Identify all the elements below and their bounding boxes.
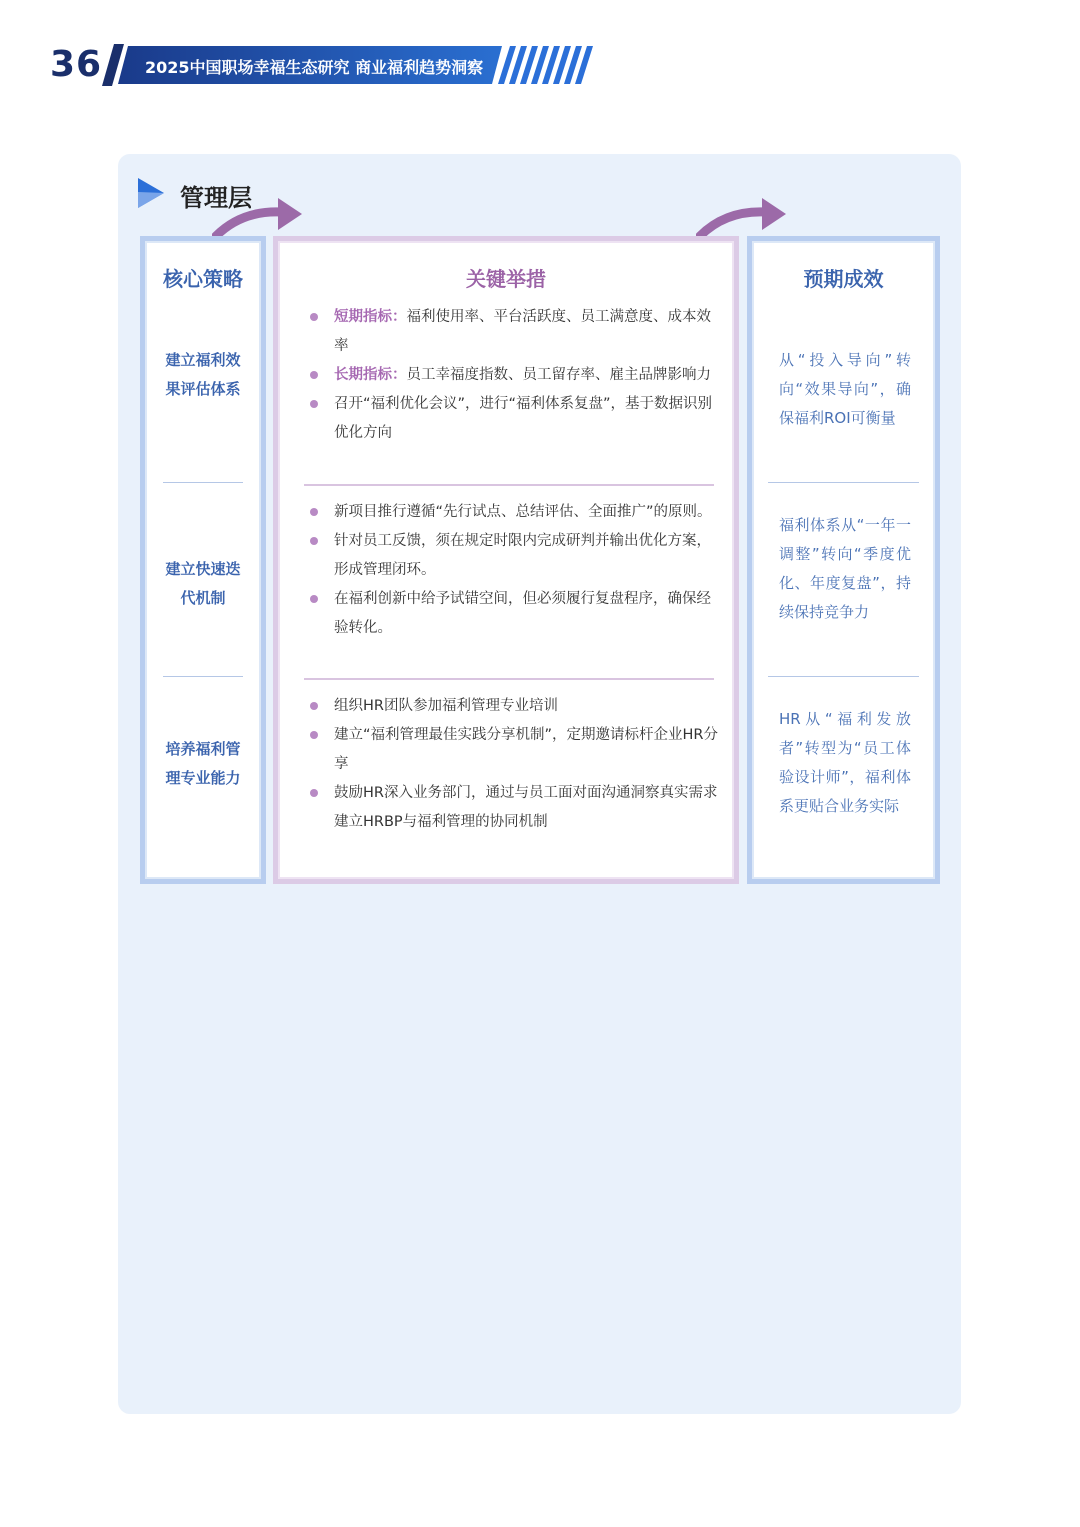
action-group-2 bbox=[304, 498, 724, 643]
page-number: 36 bbox=[50, 44, 103, 85]
bullet-icon bbox=[310, 400, 318, 408]
strategy-item: 培养福利管理专业能力 bbox=[165, 740, 241, 787]
divider bbox=[768, 676, 919, 677]
list-item-text: 建立HRBP与福利管理的协同机制 bbox=[334, 814, 548, 830]
list-item-text: 在福利创新中给予试错空间，但必须履行复盘程序，确保经验转化。 bbox=[334, 591, 711, 636]
bullet-icon bbox=[310, 313, 318, 321]
long-term-text: 员工幸福度指数、员工留存率、雇主品牌影响力 bbox=[406, 367, 711, 383]
divider bbox=[304, 484, 714, 486]
list-item bbox=[304, 692, 724, 721]
divider bbox=[304, 678, 714, 680]
short-term-label: 短期指标： bbox=[334, 309, 407, 325]
outcome-column bbox=[747, 236, 940, 884]
list-item-text: 鼓励HR深入业务部门，通过与员工面对面沟通洞察真实需求 bbox=[334, 785, 718, 801]
divider bbox=[163, 676, 243, 677]
list-item-text: 召开“福利优化会议”，进行“福利体系复盘”，基于数据识别优化方向 bbox=[334, 396, 713, 441]
list-item bbox=[304, 585, 724, 643]
bullet-icon bbox=[310, 371, 318, 379]
list-item bbox=[304, 527, 724, 585]
divider bbox=[768, 482, 919, 483]
play-triangle-icon bbox=[138, 178, 166, 208]
actions-column-title: 关键举措 bbox=[466, 267, 546, 291]
outcome-column-title: 预期成效 bbox=[803, 267, 884, 291]
bullet-icon bbox=[310, 731, 318, 739]
list-item-text: 针对员工反馈，须在规定时限内完成研判并输出优化方案，形成管理闭环。 bbox=[334, 533, 711, 578]
report-title: 2025中国职场幸福生态研究 商业福利趋势洞察 bbox=[145, 58, 484, 77]
outcome-item: 从“投入导向”转向“效果导向”，确保福利ROI可衡量 bbox=[779, 351, 911, 427]
list-item-text: 组织HR团队参加福利管理专业培训 bbox=[334, 698, 558, 714]
long-term-label: 长期指标： bbox=[334, 367, 407, 383]
list-item bbox=[304, 721, 724, 779]
list-item bbox=[304, 361, 724, 390]
list-item bbox=[304, 779, 724, 808]
bullet-icon bbox=[310, 702, 318, 710]
list-item-text: 新项目推行遵循“先行试点、总结评估、全面推广”的原则。 bbox=[334, 504, 712, 520]
short-term-text: 福利使用率、平台活跃度、员工满意度、成本效率 bbox=[334, 309, 711, 354]
bullet-icon bbox=[310, 789, 318, 797]
section-title: 管理层 bbox=[180, 184, 252, 212]
list-item-text: 建立“福利管理最佳实践分享机制”，定期邀请标杆企业HR分享 bbox=[334, 727, 718, 772]
action-group-3 bbox=[304, 692, 724, 837]
list-item bbox=[304, 303, 724, 361]
bullet-icon bbox=[310, 508, 318, 516]
strategy-item: 建立快速迭代机制 bbox=[165, 560, 241, 607]
bullet-icon bbox=[310, 595, 318, 603]
action-group-1 bbox=[304, 303, 724, 448]
list-item bbox=[304, 808, 724, 837]
actions-column bbox=[273, 236, 739, 884]
strategy-item: 建立福利效果评估体系 bbox=[165, 351, 241, 398]
list-item bbox=[304, 390, 724, 448]
curved-arrow-icon bbox=[212, 196, 304, 240]
curved-arrow-icon bbox=[696, 196, 788, 240]
list-item bbox=[304, 498, 724, 527]
strategy-column bbox=[140, 236, 266, 884]
strategy-column-title: 核心策略 bbox=[163, 267, 243, 291]
divider bbox=[163, 482, 243, 483]
outcome-item: 福利体系从“一年一调整”转向“季度优化、年度复盘”，持续保持竞争力 bbox=[779, 516, 911, 621]
outcome-item: HR从“福利发放者”转型为“员工体验设计师”，福利体系更贴合业务实际 bbox=[779, 710, 911, 815]
bullet-icon bbox=[310, 537, 318, 545]
